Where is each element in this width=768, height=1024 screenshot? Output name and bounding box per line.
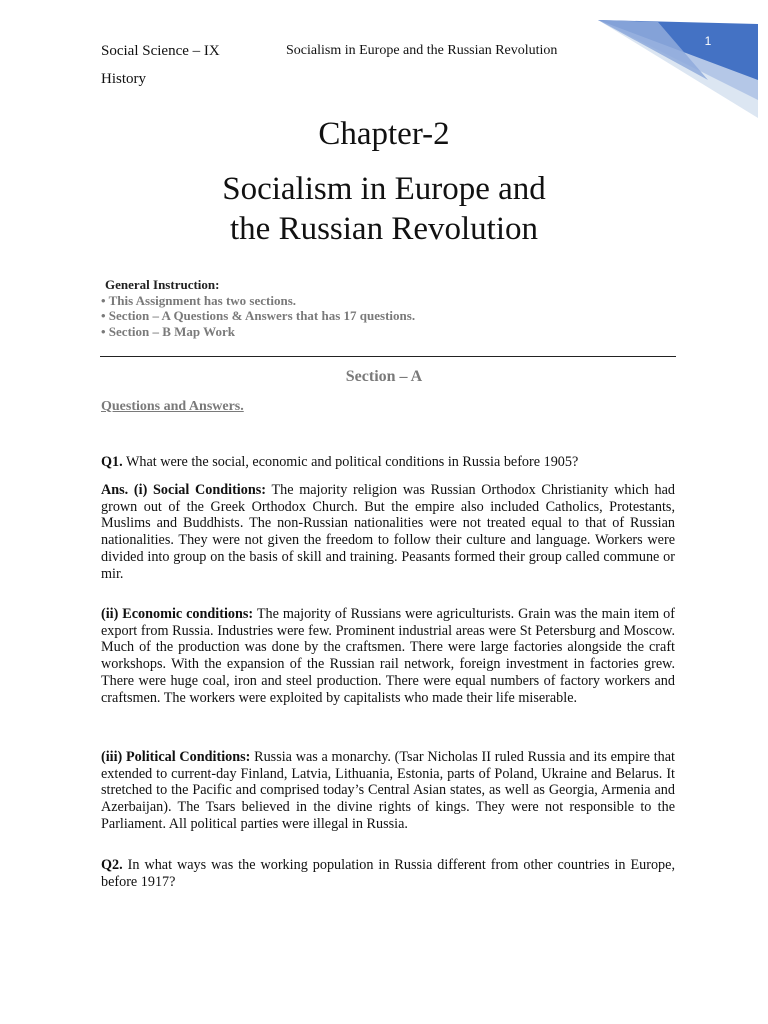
answer-economic-conditions: [101, 606, 675, 706]
chapter-title-line-2: the Russian Revolution: [230, 211, 538, 247]
page-corner-decoration: [588, 0, 768, 130]
question-label: Q2.: [101, 857, 123, 873]
answer-label: (ii) Economic conditions:: [101, 606, 254, 622]
section-divider: [100, 356, 676, 357]
page-number: 1: [704, 34, 712, 48]
question-2: [101, 857, 675, 890]
instruction-item: • This Assignment has two sections.: [101, 292, 297, 308]
section-subtitle: Questions and Answers.: [101, 399, 244, 414]
header-subject: Social Science – IX: [101, 43, 220, 59]
header-topic: Socialism in Europe and the Russian Revolution: [286, 43, 558, 58]
answer-label: (iii) Political Conditions:: [101, 749, 251, 765]
answer-label: Ans. (i) Social Conditions:: [101, 482, 266, 498]
chapter-label: Chapter-2: [318, 116, 450, 152]
chapter-title: [0, 169, 768, 249]
question-label: Q1.: [101, 454, 123, 470]
question-text: What were the social, economic and political conditions in Russia before 1905?: [122, 454, 579, 470]
question-1: [101, 454, 675, 471]
answer-political-conditions: [101, 749, 675, 833]
answer-social-conditions: [101, 482, 675, 582]
answer-text: The majority religion was Russian Orthodox Christianity which had grown out of the Greek Orthodox Church. But the empire also included Catholics, Protestants, Muslims and Buddhists. The non-Russian nationalities were not treated equal to that of Russian nationalities. They were not given the freedom to follow their culture and language. Workers were divided into group on the basis of skill and training. Peasants formed their group called commune or mir.: [101, 482, 676, 582]
section-title: Section – A: [345, 368, 423, 385]
question-text: In what ways was the working population in Russia different from other countries in Europe, before 1917?: [101, 857, 675, 890]
answer-text: Russia was a monarchy. (Tsar Nicholas II ruled Russia and its empire that extended to current-day Finland, Latvia, Lithuania, Estonia, parts of Poland, Ukraine and Belarus. It stretched to the Pacific and comprised today’s Central Asian states, as well as Georgia, Armenia and Azerbaijan). The Tsars believed in the divine rights of kings. They were not responsible to the Parliament. All political parties were illegal in Russia.: [101, 749, 676, 832]
instructions-heading: General Instruction:: [105, 277, 220, 292]
answer-text: The majority of Russians were agriculturists. Grain was the main item of export from Russia. Industries were few. Prominent industrial areas were St Petersburg and Moscow. Much of the production was done by the craftsmen. There were large factories alongside the craft workshops. With the expansion of the Russian rail network, foreign investment in factories grew. There were huge coal, iron and steel production. There were equal numbers of factory workers and craftsmen. The workers were exploited by capitalists who made their life miserable.: [101, 606, 675, 706]
header-subheading: History: [101, 71, 146, 87]
instruction-item: • Section – B Map Work: [101, 323, 235, 339]
chapter-title-line-1: Socialism in Europe and: [222, 171, 546, 207]
general-instructions: [101, 277, 415, 339]
instruction-item: • Section – A Questions & Answers that has 17 questions.: [101, 308, 416, 323]
